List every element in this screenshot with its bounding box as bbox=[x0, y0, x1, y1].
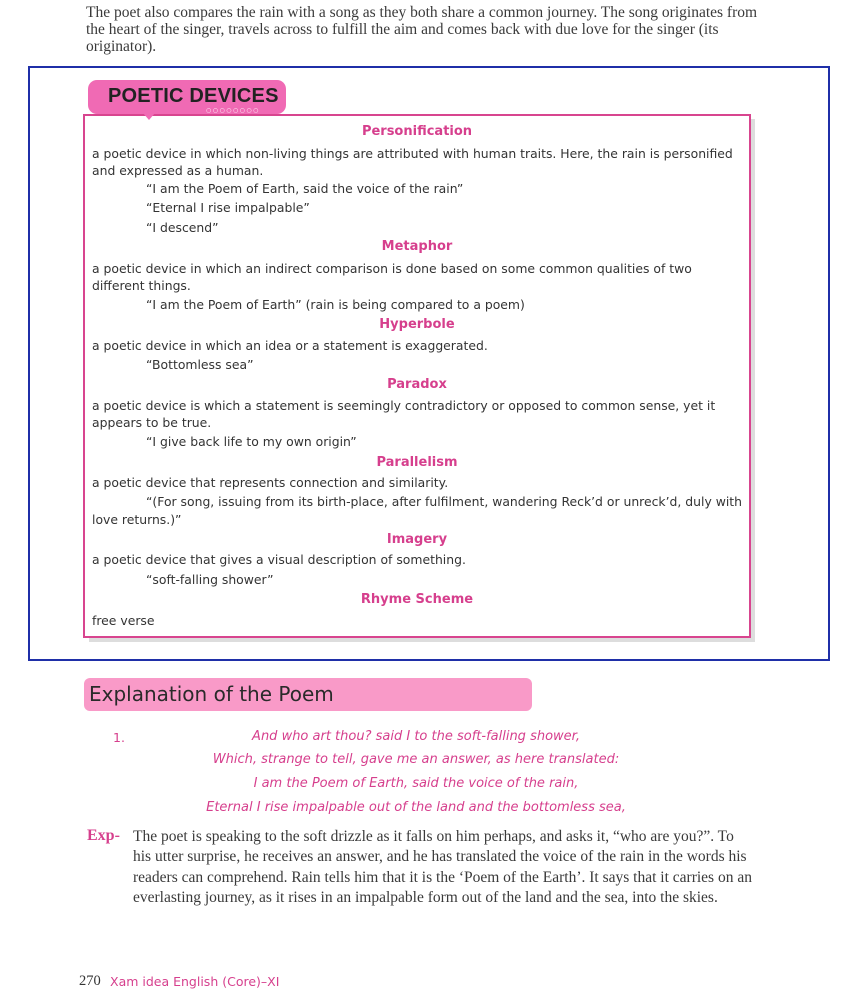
poetic-devices-title: POETIC DEVICES bbox=[108, 85, 279, 107]
example-parallelism-line2: love returns.)” bbox=[92, 512, 182, 527]
definition-rhyme-scheme: free verse bbox=[92, 613, 155, 628]
poetic-devices-tab bbox=[88, 80, 286, 114]
example-hyperbole-1: “Bottomless sea” bbox=[146, 357, 254, 372]
poem-line-4: Eternal I rise impalpable out of the land and the bottomless sea, bbox=[206, 800, 626, 815]
definition-imagery: a poetic device that gives a visual description of something. bbox=[92, 552, 466, 567]
heading-personification: Personification bbox=[361, 124, 473, 139]
example-paradox-1: “I give back life to my own origin” bbox=[146, 434, 357, 449]
poem-line-3: I am the Poem of Earth, said the voice of the rain, bbox=[253, 776, 579, 791]
heading-rhyme-scheme: Rhyme Scheme bbox=[360, 592, 474, 607]
decorative-dots: ○○○○○○○○ bbox=[206, 107, 260, 114]
poem-line-1: And who art thou? said I to the soft-falling shower, bbox=[252, 729, 580, 744]
book-title: Xam idea English (Core)–XI bbox=[110, 974, 280, 989]
stanza-number: 1. bbox=[113, 730, 125, 745]
definition-paradox: a poetic device is which a statement is seemingly contradictory or opposed to common sense, yet it appears to be true. bbox=[92, 398, 716, 430]
page-number: 270 bbox=[79, 973, 101, 989]
heading-paradox: Paradox bbox=[387, 377, 447, 392]
poem-line-2: Which, strange to tell, gave me an answer, as here translated: bbox=[212, 752, 620, 767]
tab-pointer bbox=[143, 113, 155, 120]
example-parallelism-line1: “(For song, issuing from its birth-place, after fulfilment, wandering Reck’d or unreck’d, duly with bbox=[146, 494, 743, 509]
example-imagery-1: “soft-falling shower” bbox=[146, 572, 274, 587]
heading-parallelism: Parallelism bbox=[376, 455, 458, 470]
example-personification-2: “Eternal I rise impalpable” bbox=[146, 200, 310, 215]
example-personification-1: “I am the Poem of Earth, said the voice of the rain” bbox=[146, 181, 464, 196]
heading-metaphor: Metaphor bbox=[381, 239, 453, 254]
definition-parallelism: a poetic device that represents connection and similarity. bbox=[92, 475, 449, 490]
intro-paragraph: The poet also compares the rain with a song as they both share a common journey. The song originates from the heart of the singer, travels across to fulfill the aim and comes back with due love for the singer (its originator). bbox=[86, 4, 758, 55]
explanation-title: Explanation of the Poem bbox=[89, 682, 334, 706]
heading-hyperbole: Hyperbole bbox=[379, 317, 455, 332]
definition-metaphor: a poetic device in which an indirect comparison is done based on some common qualities of two different things. bbox=[92, 261, 692, 293]
exp-label: Exp- bbox=[87, 827, 120, 844]
explanation-tab bbox=[84, 678, 532, 711]
exp-text: The poet is speaking to the soft drizzle as it falls on him perhaps, and asks it, “who are you?”. To his utter surprise, he receives an answer, and he has translated the voice of the rain in the words his readers can comprehend. Rain tells him that it is the ‘Poem of the Earth’. It says that it carries on an everlasting journey, as it rises in an impalpable form out of the land and the sea, into the skies. bbox=[133, 828, 752, 906]
heading-imagery: Imagery bbox=[386, 532, 448, 547]
example-personification-3: “I descend” bbox=[146, 220, 219, 235]
example-metaphor-1: “I am the Poem of Earth” (rain is being compared to a poem) bbox=[146, 297, 525, 312]
definition-personification: a poetic device in which non-living things are attributed with human traits. Here, the rain is personified and expressed as a human. bbox=[92, 146, 733, 178]
definition-hyperbole: a poetic device in which an idea or a statement is exaggerated. bbox=[92, 338, 488, 353]
